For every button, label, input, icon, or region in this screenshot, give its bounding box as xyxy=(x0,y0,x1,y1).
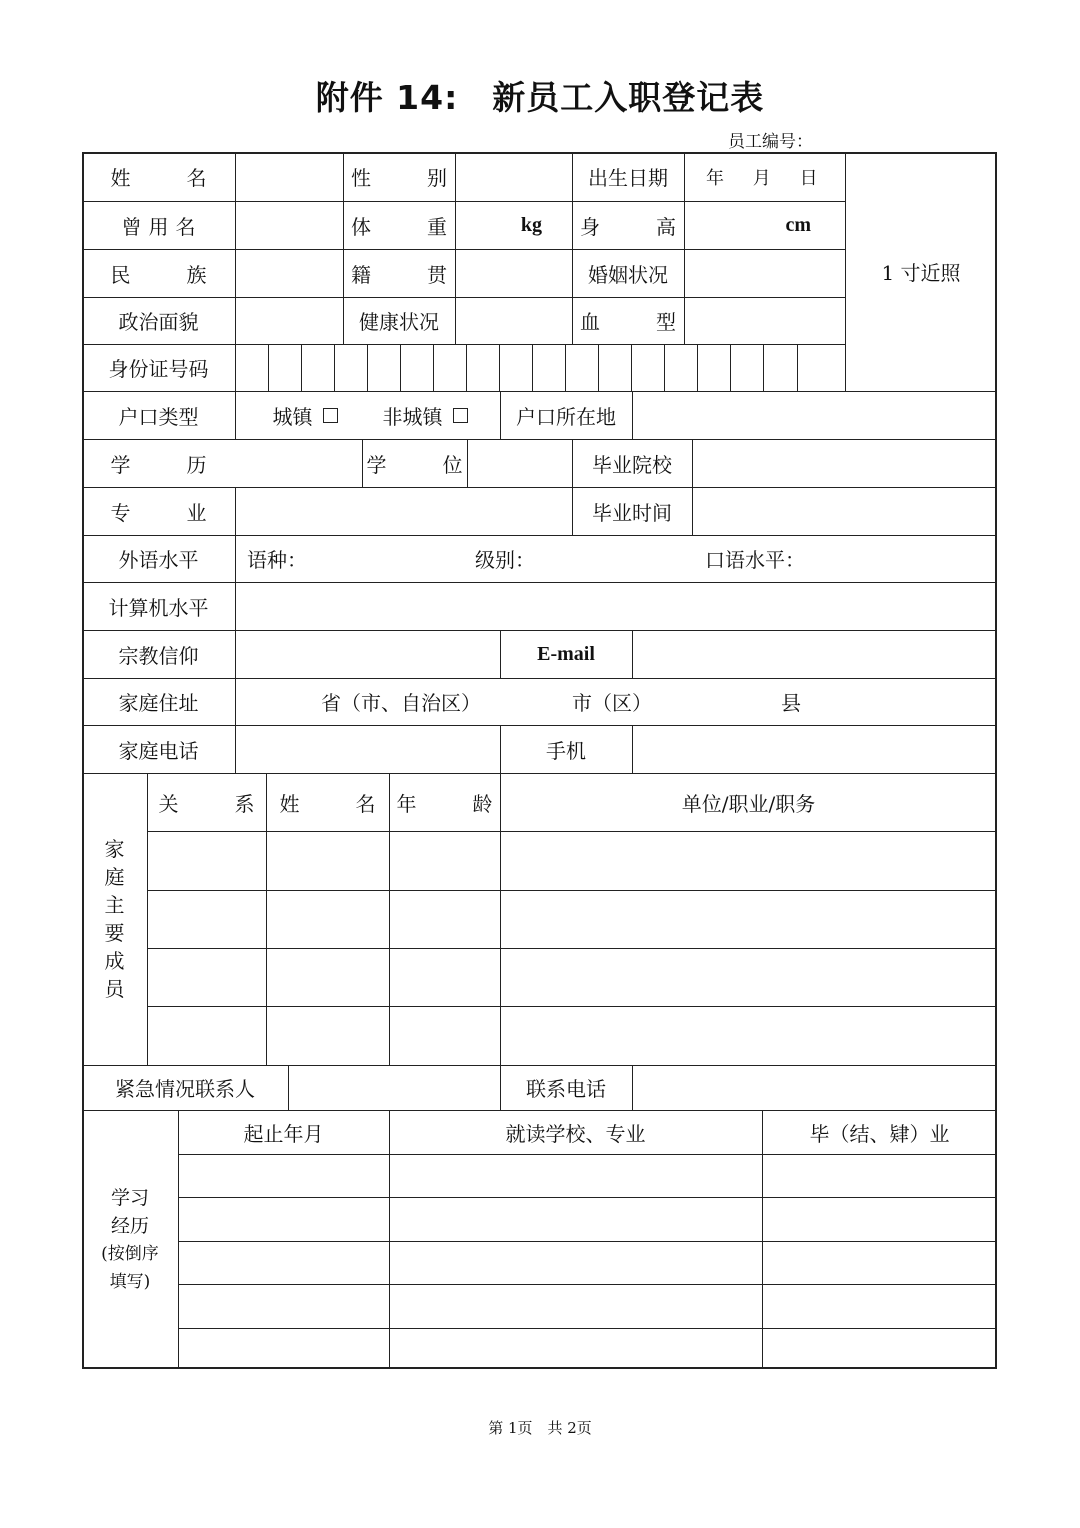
row-divider xyxy=(178,1197,997,1198)
native-place-field[interactable] xyxy=(455,249,572,297)
language-label: 语种： xyxy=(247,548,307,572)
oral-level-field[interactable] xyxy=(695,535,997,582)
label-mobile: 手机 xyxy=(546,738,586,763)
urban-option[interactable] xyxy=(260,391,350,439)
family-members-text: 家庭 主要 成员 xyxy=(104,837,125,1001)
political-status-field[interactable] xyxy=(235,297,343,344)
province-label: 省（市、自治区） xyxy=(321,691,481,715)
non-urban-label: 非城镇 xyxy=(382,404,443,429)
education-field[interactable] xyxy=(235,439,362,487)
blood-type-field[interactable] xyxy=(684,297,845,344)
label-native-place: 籍 贯 xyxy=(351,262,465,287)
row-divider xyxy=(147,948,997,949)
row-divider xyxy=(147,890,997,891)
label-political-status: 政治面貌 xyxy=(118,310,199,334)
label-home-address: 家庭住址 xyxy=(118,691,199,715)
weight-field[interactable]: kg xyxy=(520,213,542,236)
non-urban-checkbox[interactable] xyxy=(453,408,468,423)
page-title: 附件 14: 新员工入职登记表 xyxy=(315,78,765,117)
study-history-line1: 学习 xyxy=(110,1186,149,1209)
level-label: 级别： xyxy=(475,548,535,572)
col-member-name: 姓 名 xyxy=(279,791,394,816)
label-home-phone: 家庭电话 xyxy=(118,738,199,763)
employee-number-label: 员工编号： xyxy=(728,132,813,152)
religion-field[interactable] xyxy=(235,630,500,678)
photo-area[interactable]: 1 寸近照 xyxy=(881,261,961,285)
language-field[interactable] xyxy=(235,535,465,582)
col-employer: 单位/职业/职务 xyxy=(681,791,816,816)
label-height: 身 高 xyxy=(580,214,694,239)
major-field[interactable] xyxy=(235,487,572,535)
study-history-line2: 经历 xyxy=(110,1214,149,1237)
city-label: 市（区） xyxy=(572,691,652,715)
school-field[interactable] xyxy=(692,439,997,487)
urban-label: 城镇 xyxy=(272,404,313,429)
birth-date-field[interactable]: 年 月 日 xyxy=(706,167,823,189)
degree-field[interactable] xyxy=(467,439,572,487)
label-blood-type: 血 型 xyxy=(580,310,694,334)
non-urban-option[interactable] xyxy=(370,391,480,439)
label-marital-status: 婚姻状况 xyxy=(588,262,668,287)
row-divider xyxy=(178,1154,997,1155)
gender-field[interactable] xyxy=(455,152,572,201)
col-graduation: 毕（结、肄）业 xyxy=(809,1121,950,1146)
col-period: 起止年月 xyxy=(243,1121,324,1146)
label-birth-date: 出生日期 xyxy=(588,166,668,190)
page-footer: 第 1页 共 2页 xyxy=(488,1419,592,1437)
row-divider xyxy=(178,1284,997,1285)
label-hukou-type: 户口类型 xyxy=(118,404,199,429)
label-hukou-location: 户口所在地 xyxy=(516,404,616,429)
mobile-field[interactable] xyxy=(632,725,997,773)
county-label: 县 xyxy=(781,691,801,715)
email-field[interactable] xyxy=(632,630,997,678)
label-study-history xyxy=(82,1110,178,1369)
label-religion: 宗教信仰 xyxy=(118,643,199,668)
row-divider xyxy=(147,831,997,832)
label-id-number: 身份证号码 xyxy=(108,357,209,381)
computer-level-field[interactable] xyxy=(235,582,997,630)
label-contact-phone: 联系电话 xyxy=(526,1077,606,1101)
label-health: 健康状况 xyxy=(359,310,439,334)
oral-level-label: 口语水平： xyxy=(705,548,805,572)
name-field[interactable] xyxy=(235,152,343,201)
marital-status-field[interactable] xyxy=(684,249,845,297)
study-history-line3: (按倒序 xyxy=(101,1243,159,1264)
grad-time-field[interactable] xyxy=(692,487,997,535)
col-age: 年 龄 xyxy=(396,791,511,816)
home-phone-field[interactable] xyxy=(235,725,500,773)
study-history-line4: 填写) xyxy=(109,1271,151,1292)
contact-phone-field[interactable] xyxy=(632,1065,997,1110)
row-divider xyxy=(178,1241,997,1242)
label-gender: 性 别 xyxy=(351,166,465,190)
col-school-major: 就读学校、专业 xyxy=(505,1121,646,1146)
label-grad-time: 毕业时间 xyxy=(592,500,672,525)
former-name-field[interactable] xyxy=(235,201,343,249)
label-ethnicity: 民 族 xyxy=(110,262,225,287)
hukou-location-field[interactable] xyxy=(632,391,997,439)
label-emergency-contact: 紧急情况联系人 xyxy=(115,1077,255,1101)
id-number-field[interactable] xyxy=(235,344,845,391)
level-field[interactable] xyxy=(465,535,695,582)
col-relation: 关 系 xyxy=(158,791,273,816)
height-field[interactable]: cm xyxy=(785,213,811,236)
label-major: 专 业 xyxy=(110,500,225,525)
label-language-level: 外语水平 xyxy=(118,548,199,572)
health-field[interactable] xyxy=(455,297,572,344)
label-weight: 体 重 xyxy=(351,214,465,239)
home-address-field[interactable] xyxy=(235,678,997,725)
row-divider xyxy=(147,1006,997,1007)
label-former-name: 曾用名 xyxy=(121,214,203,239)
label-family-members xyxy=(82,773,147,1065)
ethnicity-field[interactable] xyxy=(235,249,343,297)
label-degree: 学 位 xyxy=(366,452,481,477)
label-name: 姓 名 xyxy=(110,166,225,190)
label-email: E-mail xyxy=(537,642,595,665)
row-divider xyxy=(178,1328,997,1329)
label-computer-level: 计算机水平 xyxy=(108,595,209,620)
label-school: 毕业院校 xyxy=(592,452,672,477)
label-education: 学 历 xyxy=(110,452,225,477)
emergency-contact-field[interactable] xyxy=(288,1065,500,1110)
urban-checkbox[interactable] xyxy=(323,408,338,423)
